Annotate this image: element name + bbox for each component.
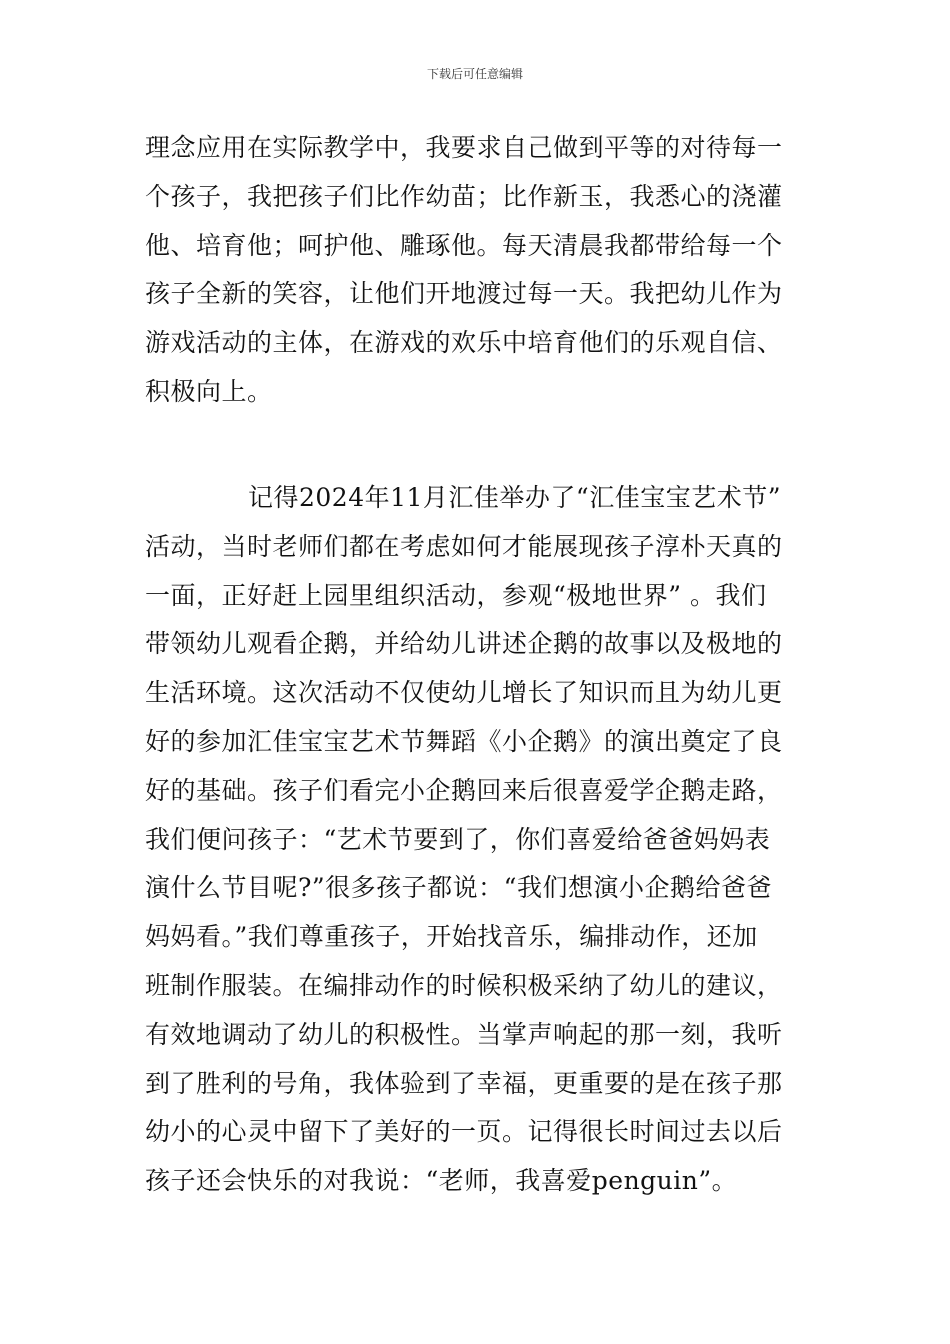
text-line: 好的参加汇佳宝宝艺术节舞蹈《小企鹅》的演出奠定了良 (145, 726, 783, 756)
text-line: 记得2024年11月汇佳举办了“汇佳宝宝艺术节” (248, 483, 781, 512)
text-line: 好的基础。孩子们看完小企鹅回来后很喜爱学企鹅走路， (145, 775, 783, 805)
text-line: 我们便问孩子：“艺术节要到了，你们喜爱给爸爸妈妈表 (145, 824, 771, 854)
text-line: 到了胜利的号角，我体验到了幸福，更重要的是在孩子那 (145, 1068, 783, 1098)
text-line: 活动，当时老师们都在考虑如何才能展现孩子淳朴天真的 (145, 531, 783, 561)
text-line: 带领幼儿观看企鹅，并给幼儿讲述企鹅的故事以及极地的 (145, 629, 783, 659)
text-line: 一面，正好赶上园里组织活动，参观“极地世界” 。我们 (145, 580, 767, 610)
text-line: 积极向上。 (145, 376, 273, 406)
text-line: 孩子全新的笑容，让他们开地渡过每一天。我把幼儿作为 (145, 279, 783, 309)
page-header: 下载后可任意编辑 (426, 67, 523, 81)
text-line: 游戏活动的主体，在游戏的欢乐中培育他们的乐观自信、 (145, 328, 783, 358)
text-line: 生活环境。这次活动不仅使幼儿增长了知识而且为幼儿更 (145, 678, 783, 708)
text-line: 理念应用在实际教学中，我要求自己做到平等的对待每一 (145, 133, 783, 162)
text-line: 个孩子，我把孩子们比作幼苗；比作新玉，我悉心的浇灌 (145, 181, 783, 211)
text-line: 有效地调动了幼儿的积极性。当掌声响起的那一刻，我听 (145, 1019, 783, 1049)
paragraph-1 (145, 124, 815, 417)
text-line: 妈妈看。”我们尊重孩子，开始找音乐，编排动作，还加 (145, 922, 758, 952)
text-line: 班制作服装。在编排动作的时候积极采纳了幼儿的建议， (145, 970, 783, 1000)
text-line: 他、培育他；呵护他、雕琢他。每天清晨我都带给每一个 (145, 230, 783, 260)
paragraph-2 (145, 474, 815, 1206)
text-line: 演什么节目呢?”很多孩子都说：“我们想演小企鹅给爸爸 (145, 873, 772, 903)
text-line: 幼小的心灵中留下了美好的一页。记得很长时间过去以后 (145, 1117, 783, 1147)
text-line: 孩子还会快乐的对我说：“老师，我喜爱penguin”。 (145, 1166, 738, 1196)
